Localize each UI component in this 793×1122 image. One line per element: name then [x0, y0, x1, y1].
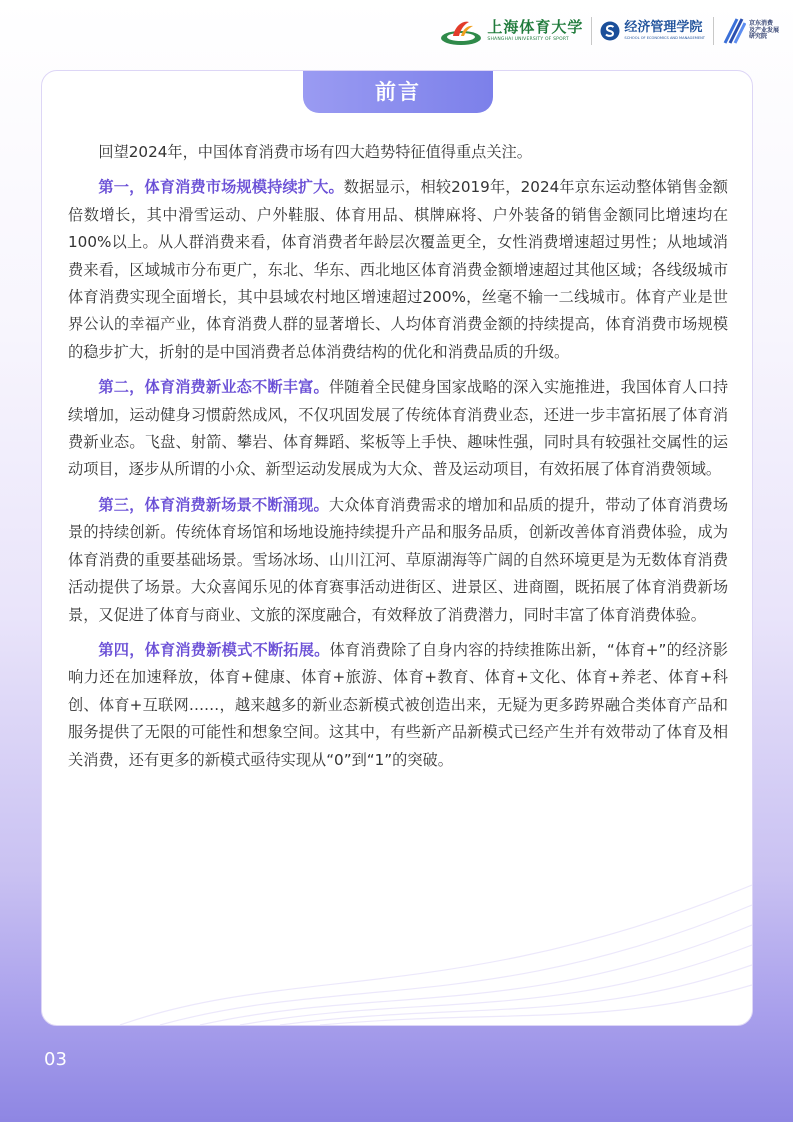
content-card [41, 70, 753, 1026]
body-text [68, 139, 728, 782]
section-title: 前言 [303, 70, 493, 113]
paragraph-1 [68, 174, 728, 366]
sus-name: 上海体育大学 [487, 17, 584, 36]
paragraph-intro [68, 139, 728, 166]
paragraph-lead: 第二，体育消费新业态不断丰富。 [98, 378, 329, 397]
paragraph-text: 数据显示，相较2019年，2024年京东运动整体销售金额倍数增长，其中滑雪运动、户外鞋服、体育用品、棋牌麻将、户外装备的销售金额同比增速均在100%以上。从人群消费来看，体育消费者年龄层次覆盖更全，女性消费增速超过男性；从地域消费来看，区域城市分布更广，东北、华东、西北地区体育消费金额增速超过其他区域；各线级城市体育消费实现全面增长，其中县域农村地区增速超过200%，丝毫不输一二线城市。体育产业是世界公认的幸福产业，体育消费人群的显著增长、人均体育消费金额的持续提高，体育消费市场规模的稳步扩大，折射的是中国消费者总体消费结构的优化和消费品质的升级。 [68, 178, 728, 361]
paragraph-2 [68, 374, 728, 484]
jd-institute-logo [722, 17, 779, 45]
jd-stripes-icon [722, 17, 746, 45]
paragraph-text: 体育消费除了自身内容的持续推陈出新，“体育+”的经济影响力还在加速释放，体育+健康、体育+旅游、体育+教育、体育+文化、体育+养老、体育+科创、体育+互联网……，越来越多的新业态新模式被创造出来，无疑为更多跨界融合类体育产品和服务提供了无限的可能性和想象空间。这其中，有些新产品新模式已经产生并有效带动了体育及相关消费，还有更多的新模式亟待实现从“0”到“1”的突破。 [68, 640, 728, 769]
paragraph-lead: 第一，体育消费市场规模持续扩大。 [98, 178, 344, 197]
sem-name: 经济管理学院 [624, 20, 703, 36]
shanghai-university-of-sport-logo [439, 16, 583, 46]
paragraph-text: 伴随着全民健身国家战略的深入实施推进，我国体育人口持续增加，运动健身习惯蔚然成风，不仅巩固发展了传统体育消费业态，还进一步丰富拓展了体育消费新业态。飞盘、射箭、攀岩、体育舞蹈、桨板等上手快、趣味性强，同时具有较强社交属性的运动项目，逐步从所谓的小众、新型运动发展成为大众、普及运动项目，有效拓展了体育消费领域。 [68, 378, 729, 479]
school-of-economics-logo [600, 21, 705, 41]
page-number: 03 [44, 1049, 67, 1070]
sus-emblem-icon [439, 16, 483, 46]
paragraph-lead: 第四，体育消费新模式不断拓展。 [98, 640, 330, 659]
paragraph-lead: 第三，体育消费新场景不断涌现。 [98, 495, 329, 514]
sem-emblem-icon [600, 21, 620, 41]
logo-group [439, 16, 779, 46]
logo-divider [713, 17, 714, 45]
paragraph-text: 大众体育消费需求的增加和品质的提升，带动了体育消费场景的持续创新。传统体育场馆和场地设施持续提升产品和服务品质，创新改善体育消费体验，成为体育消费的重要基础场景。雪场冰场、山川江河、草原湖海等广阔的自然环境更是为无数体育消费活动提供了场景。大众喜闻乐见的体育赛事活动进街区、进景区、进商圈，既拓展了体育消费新场景，又促进了体育与商业、文旅的深度融合，有效释放了消费潜力，同时丰富了体育消费体验。 [68, 495, 729, 624]
jd-name-line2: 及产业发展 [748, 26, 779, 34]
sus-name-en: SHANGHAI UNIVERSITY OF SPORT [487, 36, 569, 42]
logo-divider [591, 17, 592, 45]
sem-name-en: SCHOOL OF ECONOMICS AND MANAGEMENT [624, 36, 705, 41]
page-header [0, 0, 793, 62]
paragraph-3 [68, 492, 728, 629]
paragraph-4 [68, 637, 728, 774]
jd-name-line3: 研究院 [748, 33, 767, 41]
jd-name-line1: 京东消费 [748, 19, 773, 27]
paragraph-text: 回望2024年，中国体育消费市场有四大趋势特征值得重点关注。 [98, 143, 532, 161]
wave-decoration [41, 765, 752, 1025]
